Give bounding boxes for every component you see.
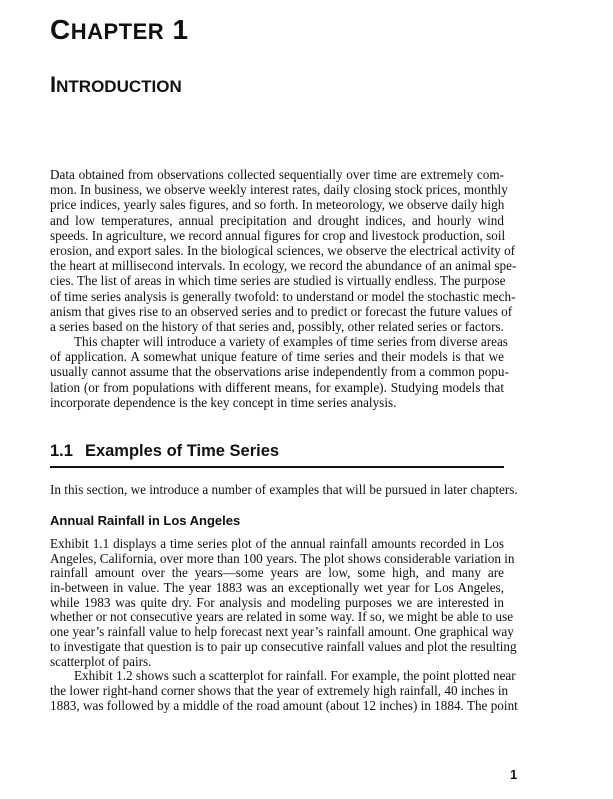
text-line: usually cannot assume that the observations arise independently from a common popu- <box>50 364 509 380</box>
chapter-heading <box>50 14 189 46</box>
chapter-title <box>50 72 182 98</box>
text-line: Data obtained from observations collected sequentially over time are extremely com- <box>50 167 504 182</box>
text-line: Angeles, California, over more than 100 years. The plot shows considerable variation in <box>50 550 515 566</box>
text-line: cies. The list of areas in which time series are studied is virtually endless. The purpose <box>50 273 506 289</box>
subsection-heading: Annual Rainfall in Los Angeles <box>50 513 241 528</box>
text-line: the heart at millisecond intervals. In ecology, we record the abundance of an animal spe- <box>50 258 517 274</box>
text-line: Exhibit 1.1 displays a time series plot of the annual rainfall amounts recorded in Los <box>50 536 504 551</box>
rainfall-paragraphs <box>50 536 518 713</box>
text-line: whether or not consecutive years are related in some way. If so, we might be able to use <box>50 609 514 625</box>
text-line: price indices, yearly sales figures, and so forth. In meteorology, we observe daily high <box>50 197 505 213</box>
section-number: 1.1 <box>50 442 73 460</box>
text-line: scatterplot of pairs. <box>50 653 152 669</box>
text-line: This chapter will introduce a variety of examples of time series from diverse areas <box>74 334 508 350</box>
text-line: a series based on the history of that series and, possibly, other related series or factors. <box>50 318 504 334</box>
chapter-number: 1 <box>172 14 189 45</box>
text-line: mon. In business, we observe weekly interest rates, daily closing stock prices, monthly <box>50 182 508 198</box>
title-rest: NTRODUCTION <box>56 77 182 96</box>
text-line: to investigate that question is to pair up consecutive rainfall values and plot the resulting <box>50 638 517 654</box>
chapter-label-rest: HAPTER <box>70 19 165 44</box>
section-intro: In this section, we introduce a number of examples that will be pursued in later chapters. <box>50 482 518 497</box>
text-line: and low temperatures, annual precipitation and drought indices, and hourly wind <box>50 212 504 228</box>
intro-paragraphs <box>50 167 517 410</box>
text-line: incorporate dependence is the key concept in time series analysis. <box>50 394 397 410</box>
text-line: 1883, was followed by a middle of the road amount (about 12 inches) in 1884. The point <box>50 697 518 713</box>
text-line: speeds. In agriculture, we record annual figures for crop and livestock production, soil <box>50 227 506 243</box>
text-line: erosion, and export sales. In the biological sciences, we observe the electrical activity of <box>50 242 516 258</box>
text-line: while 1983 was quite dry. For analysis and modeling purposes we are interested in <box>50 594 504 610</box>
text-line: rainfall amount over the years—some years are low, some high, and many are <box>50 565 504 581</box>
section-title: Examples of Time Series <box>84 442 280 460</box>
text-line: anism that gives rise to an observed series and to predict or forecast the future values of <box>50 303 513 319</box>
text-line: the lower right-hand corner shows that the year of extremely high rainfall, 40 inches in <box>50 682 509 698</box>
title-initial: I <box>50 72 57 97</box>
text-line: in-between in value. The year 1883 was an exceptionally wet year for Los Angeles, <box>50 580 504 596</box>
section-heading <box>50 442 504 468</box>
page-number: 1 <box>510 767 518 782</box>
chapter-label-initial: C <box>50 14 71 45</box>
text-line: of application. A somewhat unique feature of time series and their models is that we <box>50 349 504 365</box>
text-line: of time series analysis is generally twofold: to understand or model the stochastic mech- <box>50 288 516 304</box>
text-line: Exhibit 1.2 shows such a scatterplot for rainfall. For example, the point plotted near <box>74 668 516 684</box>
text-line: lation (or from populations with different means, for example). Studying models that <box>50 379 504 395</box>
text-line: one year’s rainfall value to help forecast next year’s rainfall amount. One graphical way <box>50 624 514 640</box>
